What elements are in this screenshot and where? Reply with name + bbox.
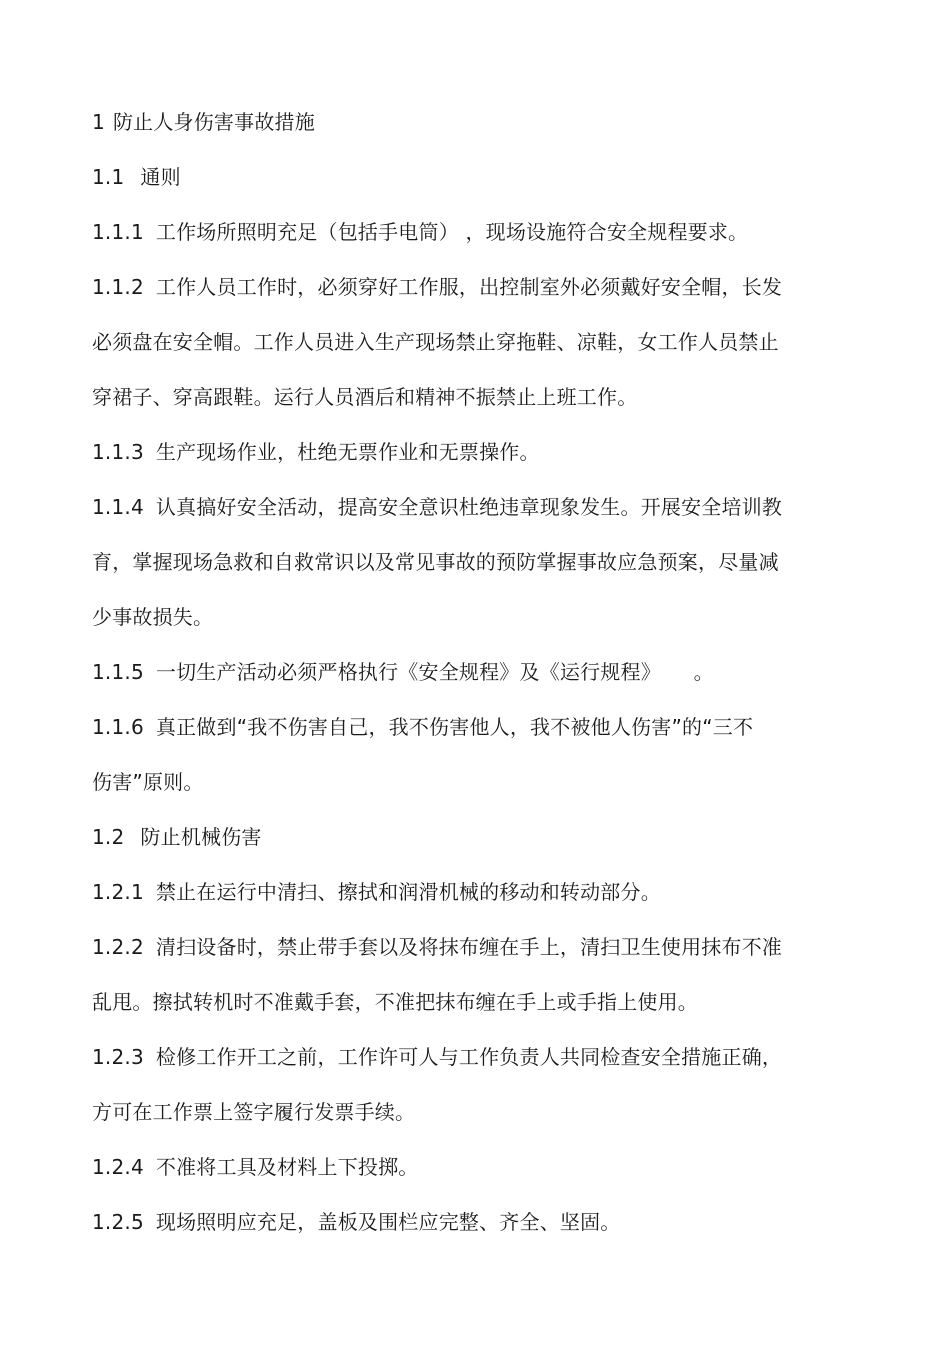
heading-1-1 [92, 163, 812, 191]
section-number: 1.1.6 [92, 715, 144, 739]
paragraph-line [92, 933, 812, 961]
section-number: 1.2.2 [92, 935, 144, 959]
section-text: 真正做到“我不伤害自己，我不伤害他人，我不被他人伤害”的“三不 [155, 715, 754, 739]
section-text: 检修工作开工之前，工作许可人与工作负责人共同检查安全措施正确， [155, 1045, 783, 1069]
paragraph-continuation [92, 1098, 812, 1126]
section-text: 清扫设备时，禁止带手套以及将抹布缠在手上，清扫卫生使用抹布不准 [155, 935, 783, 959]
section-number: 1 [92, 110, 105, 134]
section-text: 方可在工作票上签字履行发票手续。 [92, 1100, 416, 1124]
section-text: 生产现场作业，杜绝无票作业和无票操作。 [155, 440, 540, 464]
paragraph-line [92, 1208, 812, 1236]
section-number: 1.2.4 [92, 1155, 144, 1179]
section-number: 1.1.1 [92, 220, 144, 244]
paragraph-line [92, 1153, 812, 1181]
section-text: 工作场所照明充足（包括手电筒） ，现场设施符合安全规程要求。 [155, 220, 749, 244]
section-text: 禁止在运行中清扫、擦拭和润滑机械的移动和转动部分。 [155, 880, 661, 904]
section-text: 必须盘在安全帽。工作人员进入生产现场禁止穿拖鞋、凉鞋，女工作人员禁止 [92, 330, 779, 354]
section-text: 防止人身伤害事故措施 [112, 110, 315, 134]
section-number: 1.1 [92, 165, 125, 189]
section-text: 穿裙子、穿高跟鞋。运行人员酒后和精神不振禁止上班工作。 [92, 385, 638, 409]
section-text: 认真搞好安全活动，提高安全意识杜绝违章现象发生。开展安全培训教 [155, 495, 783, 519]
paragraph-line [92, 218, 812, 246]
section-number: 1.2.5 [92, 1210, 144, 1234]
paragraph-continuation [92, 328, 812, 356]
paragraph-line [92, 273, 812, 301]
section-text: 防止机械伤害 [140, 825, 262, 849]
paragraph-continuation [92, 603, 812, 631]
section-text: 现场照明应充足，盖板及围栏应完整、齐全、坚固。 [155, 1210, 621, 1234]
section-text: 工作人员工作时，必须穿好工作服，出控制室外必须戴好安全帽，长发 [155, 275, 783, 299]
section-number: 1.2 [92, 825, 125, 849]
section-text: 少事故损失。 [92, 605, 214, 629]
section-text: 一切生产活动必须严格执行《安全规程》及《运行规程》 。 [155, 660, 714, 684]
section-number: 1.1.5 [92, 660, 144, 684]
heading-1 [92, 108, 812, 136]
paragraph-continuation [92, 988, 812, 1016]
section-text: 不准将工具及材料上下投掷。 [155, 1155, 419, 1179]
paragraph-line [92, 658, 812, 686]
paragraph-continuation [92, 768, 812, 796]
paragraph-line [92, 493, 812, 521]
paragraph-continuation [92, 548, 812, 576]
paragraph-line [92, 1043, 812, 1071]
section-number: 1.1.3 [92, 440, 144, 464]
section-number: 1.1.4 [92, 495, 144, 519]
paragraph-line [92, 713, 812, 741]
section-number: 1.2.3 [92, 1045, 144, 1069]
section-number: 1.1.2 [92, 275, 144, 299]
section-text: 通则 [140, 165, 181, 189]
section-text: 伤害”原则。 [92, 770, 204, 794]
section-text: 育，掌握现场急救和自救常识以及常见事故的预防掌握事故应急预案，尽量减 [92, 550, 779, 574]
section-text: 乱甩。擦拭转机时不准戴手套，不准把抹布缠在手上或手指上使用。 [92, 990, 698, 1014]
paragraph-line [92, 438, 812, 466]
heading-1-2 [92, 823, 812, 851]
paragraph-line [92, 878, 812, 906]
section-number: 1.2.1 [92, 880, 144, 904]
paragraph-continuation [92, 383, 812, 411]
